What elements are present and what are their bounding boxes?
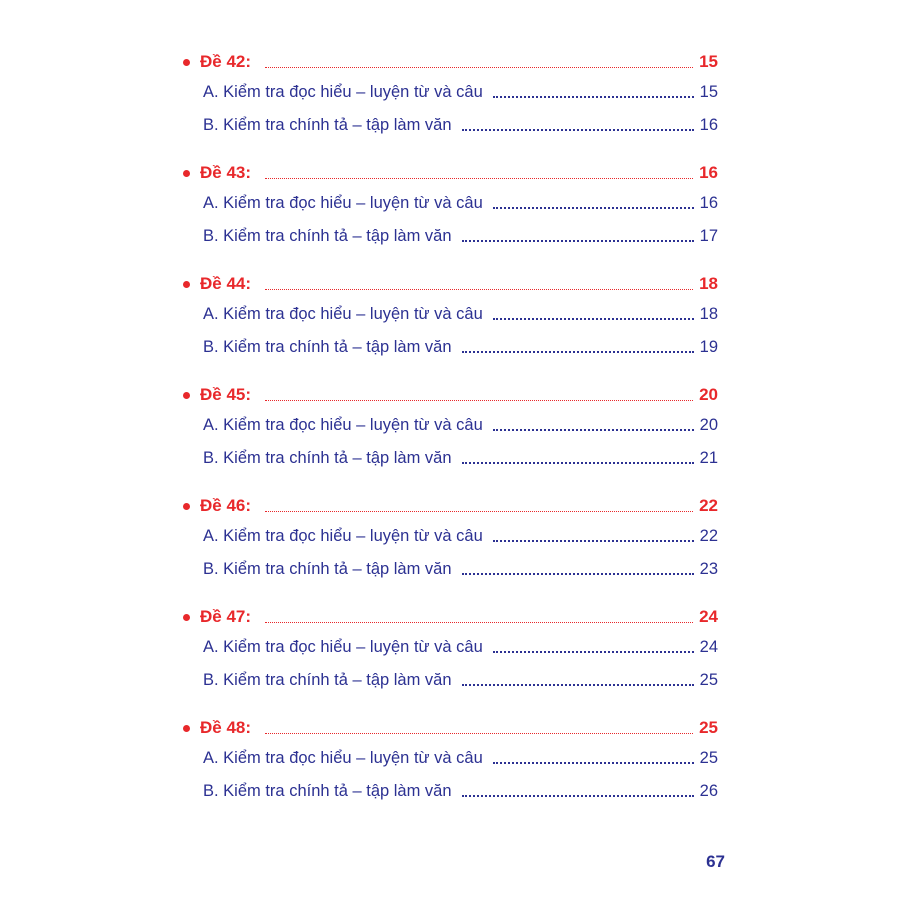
toc-entry[interactable] [203, 776, 718, 806]
toc-heading-label: Đề 45: [200, 385, 252, 404]
dot-leader [462, 351, 694, 353]
toc-heading-page: 16 [699, 163, 718, 182]
dot-leader [462, 795, 694, 797]
toc-heading[interactable] [183, 269, 718, 299]
toc-entry-page: 25 [699, 748, 718, 767]
bullet-icon [183, 503, 190, 510]
toc-heading-page: 20 [699, 385, 718, 404]
dot-leader [462, 684, 694, 686]
toc-entry-label: A. Kiểm tra đọc hiểu – luyện từ và câu [203, 637, 483, 656]
dot-leader [265, 289, 693, 290]
toc-entry[interactable] [203, 332, 718, 362]
toc-heading-label: Đề 42: [200, 52, 252, 71]
toc-heading-label: Đề 43: [200, 163, 252, 182]
dot-leader [265, 733, 693, 734]
dot-leader [462, 462, 694, 464]
toc-entry-label: B. Kiểm tra chính tả – tập làm văn [203, 559, 452, 578]
toc-entry-page: 18 [699, 304, 718, 323]
toc-entry[interactable] [203, 521, 718, 551]
bullet-icon [183, 392, 190, 399]
dot-leader [462, 129, 694, 131]
toc-entry-label: B. Kiểm tra chính tả – tập làm văn [203, 337, 452, 356]
dot-leader [493, 318, 694, 320]
toc-entry-label: B. Kiểm tra chính tả – tập làm văn [203, 226, 452, 245]
toc-entry-label: B. Kiểm tra chính tả – tập làm văn [203, 448, 452, 467]
dot-leader [493, 762, 694, 764]
toc-entry[interactable] [203, 299, 718, 329]
toc-section-de-46 [0, 491, 900, 591]
toc-entry[interactable] [203, 743, 718, 773]
toc-heading[interactable] [183, 602, 718, 632]
bullet-icon [183, 614, 190, 621]
toc-entry[interactable] [203, 77, 718, 107]
toc-section-de-47 [0, 602, 900, 702]
toc-entry-label: A. Kiểm tra đọc hiểu – luyện từ và câu [203, 526, 483, 545]
toc-entry-page: 25 [699, 670, 718, 689]
toc-entry-page: 22 [699, 526, 718, 545]
dot-leader [265, 178, 693, 179]
bullet-icon [183, 170, 190, 177]
dot-leader [462, 573, 694, 575]
dot-leader [493, 207, 694, 209]
toc-heading[interactable] [183, 380, 718, 410]
toc-entry-page: 16 [699, 193, 718, 212]
toc-heading-page: 18 [699, 274, 718, 293]
toc-section-de-45 [0, 380, 900, 480]
toc-entry[interactable] [203, 554, 718, 584]
dot-leader [493, 540, 694, 542]
toc-heading-label: Đề 47: [200, 607, 252, 626]
toc-entry-page: 17 [699, 226, 718, 245]
toc-heading-label: Đề 44: [200, 274, 252, 293]
toc-entry[interactable] [203, 110, 718, 140]
dot-leader [265, 622, 693, 623]
toc-section-de-44 [0, 269, 900, 369]
toc-entry-page: 21 [699, 448, 718, 467]
toc-heading[interactable] [183, 713, 718, 743]
dot-leader [462, 240, 694, 242]
toc-entry-page: 19 [699, 337, 718, 356]
toc-entry-label: A. Kiểm tra đọc hiểu – luyện từ và câu [203, 304, 483, 323]
toc-entry-label: B. Kiểm tra chính tả – tập làm văn [203, 115, 452, 134]
toc-entry[interactable] [203, 443, 718, 473]
toc-entry-page: 24 [699, 637, 718, 656]
dot-leader [265, 67, 693, 68]
toc-entry-label: A. Kiểm tra đọc hiểu – luyện từ và câu [203, 82, 483, 101]
toc-entry-page: 15 [699, 82, 718, 101]
toc-heading-page: 25 [699, 718, 718, 737]
dot-leader [265, 400, 693, 401]
dot-leader [493, 429, 694, 431]
toc-entry-label: A. Kiểm tra đọc hiểu – luyện từ và câu [203, 193, 483, 212]
toc-entry[interactable] [203, 632, 718, 662]
toc-heading-page: 24 [699, 607, 718, 626]
toc-entry[interactable] [203, 221, 718, 251]
dot-leader [493, 96, 694, 98]
toc-entry[interactable] [203, 665, 718, 695]
toc-entry[interactable] [203, 188, 718, 218]
toc-entry-page: 26 [699, 781, 718, 800]
toc-section-de-48 [0, 713, 900, 813]
toc-section-de-42 [0, 47, 900, 147]
toc-heading[interactable] [183, 491, 718, 521]
toc-entry-label: B. Kiểm tra chính tả – tập làm văn [203, 781, 452, 800]
page-number: 67 [706, 852, 725, 871]
toc-entry-label: A. Kiểm tra đọc hiểu – luyện từ và câu [203, 748, 483, 767]
toc-section-de-43 [0, 158, 900, 258]
toc-heading-page: 15 [699, 52, 718, 71]
toc-heading[interactable] [183, 158, 718, 188]
bullet-icon [183, 281, 190, 288]
dot-leader [493, 651, 694, 653]
toc-entry-page: 23 [699, 559, 718, 578]
toc-entry[interactable] [203, 410, 718, 440]
toc-entry-label: B. Kiểm tra chính tả – tập làm văn [203, 670, 452, 689]
toc-entry-label: A. Kiểm tra đọc hiểu – luyện từ và câu [203, 415, 483, 434]
dot-leader [265, 511, 693, 512]
toc-heading[interactable] [183, 47, 718, 77]
bullet-icon [183, 725, 190, 732]
toc-heading-label: Đề 48: [200, 718, 252, 737]
toc-entry-page: 20 [699, 415, 718, 434]
toc-heading-label: Đề 46: [200, 496, 252, 515]
bullet-icon [183, 59, 190, 66]
toc-entry-page: 16 [699, 115, 718, 134]
toc-heading-page: 22 [699, 496, 718, 515]
